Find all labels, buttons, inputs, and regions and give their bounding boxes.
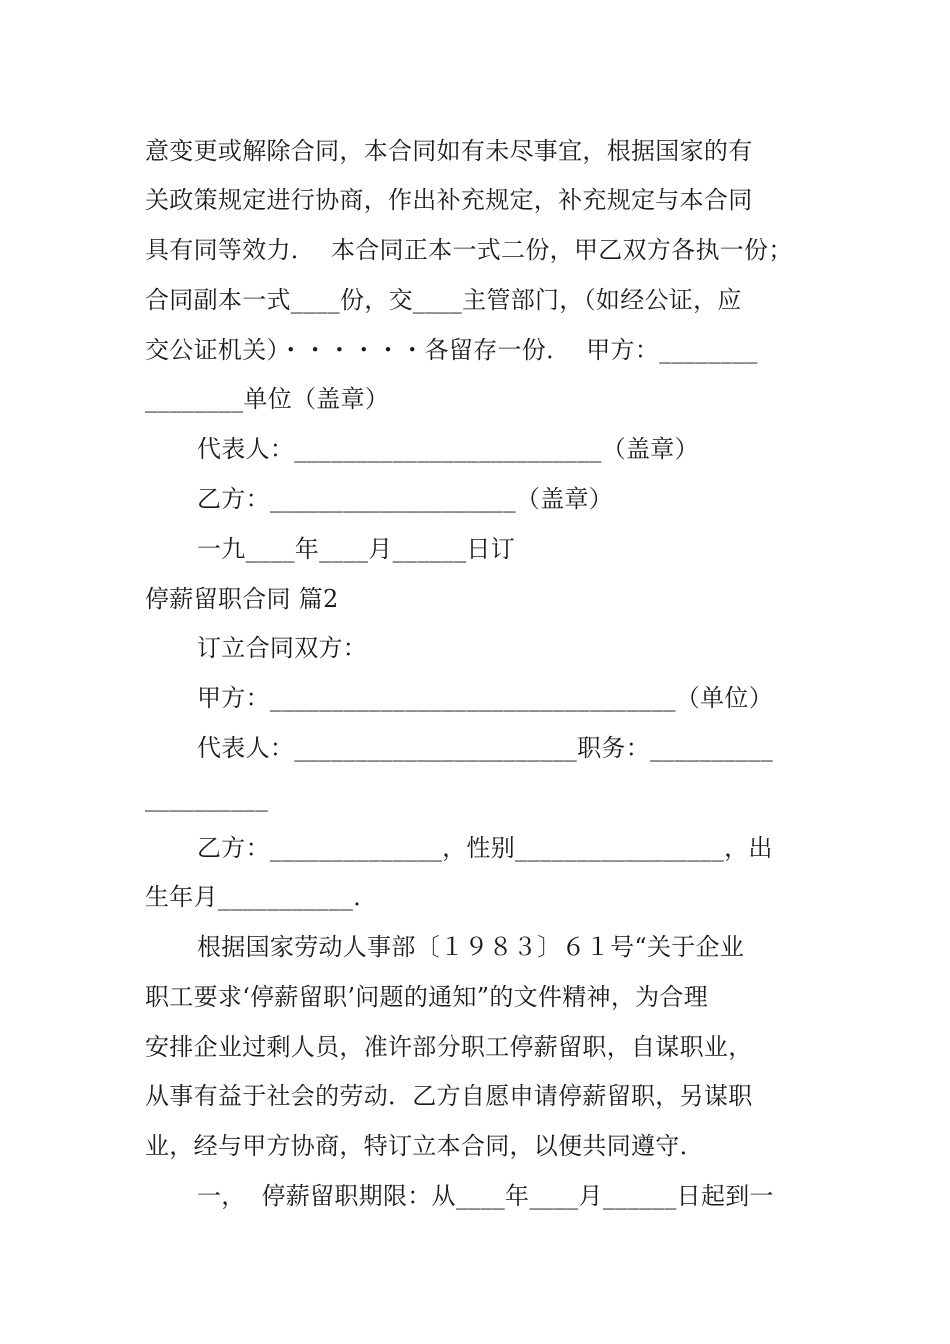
text-line: 从事有益于社会的劳动．乙方自愿申请停薪留职，另谋职	[145, 1082, 753, 1110]
text-line: 安排企业过剩人员，准许部分职工停薪留职，自谋职业，	[145, 1033, 753, 1061]
text-line: 具有同等效力． 本合同正本一式二份，甲乙双方各执一份；	[145, 236, 793, 264]
text-line: 一， 停薪留职期限：从____年____月______日起到一	[197, 1182, 774, 1210]
text-line: 甲方：_________________________________（单位）	[197, 684, 773, 712]
text-line: 生年月___________．	[145, 883, 378, 911]
text-line: 职工要求‘停薪留职’问题的通知”的文件精神，为合理	[145, 983, 709, 1011]
section-heading: 停薪留职合同 篇2	[145, 585, 339, 613]
text-line: 合同副本一式____份，交____主管部门，（如经公证，应	[145, 286, 742, 314]
text-line: 订立合同双方：	[197, 634, 368, 662]
text-line: 关政策规定进行协商，作出补充规定，补充规定与本合同	[145, 186, 753, 214]
text-line: 交公证机关）・・・・・・各留存一份． 甲方：________	[145, 336, 758, 364]
text-line: 乙方：______________，性别_________________，出	[197, 834, 773, 862]
text-line: ________单位（盖章）	[145, 385, 390, 413]
text-line: 意变更或解除合同，本合同如有未尽事宜，根据国家的有	[145, 137, 753, 165]
text-line: 代表人：_________________________（盖章）	[197, 435, 699, 463]
text-line: __________	[145, 784, 268, 812]
text-line: 一九____年____月______日订	[197, 535, 515, 563]
text-line: 业，经与甲方协商，特订立本合同，以便共同遵守．	[145, 1132, 704, 1160]
text-line: 代表人：_______________________职务：__________	[197, 734, 773, 762]
text-line: 根据国家劳动人事部〔１９８３〕６１号“关于企业	[197, 933, 745, 961]
text-line: 乙方：____________________（盖章）	[197, 485, 614, 513]
